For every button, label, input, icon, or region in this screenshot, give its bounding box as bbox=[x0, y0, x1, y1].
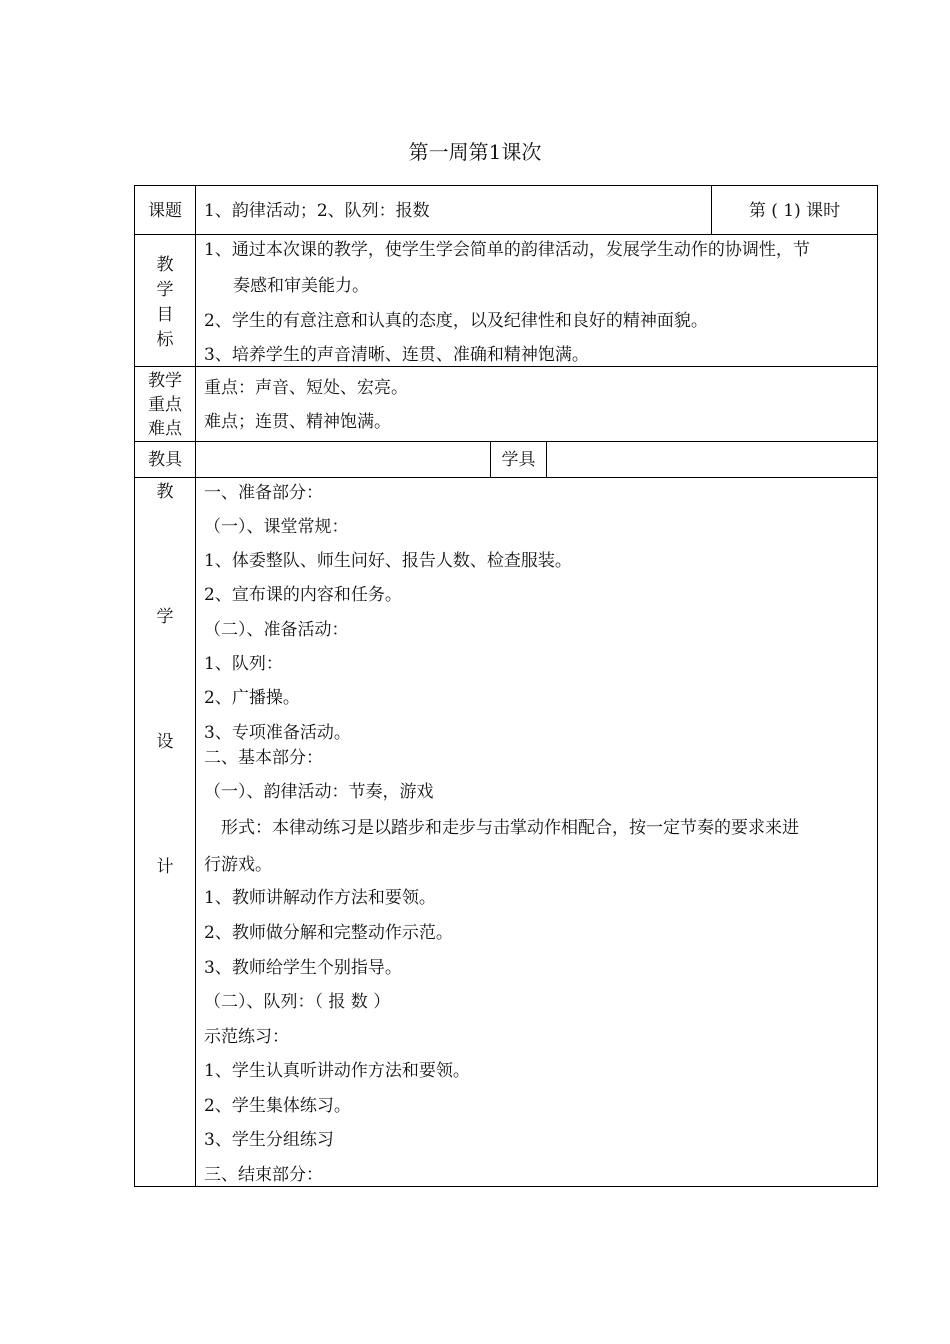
table-label-column-divider bbox=[195, 185, 196, 1187]
table-border-right bbox=[877, 185, 878, 1187]
design-line: 形式：本律动练习是以踏步和走步与击掌动作相配合，按一定节奏的要求来进 bbox=[221, 818, 799, 838]
design-line: 2、广播操。 bbox=[204, 688, 300, 708]
learning-tools-label: 学具 bbox=[501, 450, 536, 470]
goals-line: 2、学生的有意注意和认真的态度，以及纪律性和良好的精神面貌。 bbox=[204, 311, 708, 331]
design-line: （二）、队列：（ 报 数 ） bbox=[204, 992, 391, 1012]
table-row-divider bbox=[134, 366, 878, 367]
design-line: 2、学生集体练习。 bbox=[204, 1096, 351, 1116]
design-line: 2、教师做分解和完整动作示范。 bbox=[204, 923, 453, 943]
period-label: 第 ( 1) 课时 bbox=[748, 201, 841, 221]
design-line: 1、学生认真听讲动作方法和要领。 bbox=[204, 1061, 470, 1081]
table-border-top bbox=[134, 185, 878, 186]
table-row-divider bbox=[134, 477, 878, 478]
design-line: 3、教师给学生个别指导。 bbox=[204, 958, 402, 978]
table-row-divider bbox=[134, 441, 878, 442]
design-label-char: 教 bbox=[156, 482, 174, 502]
design-line: 1、队列： bbox=[204, 654, 283, 674]
topic-value: 1、韵律活动；2、队列：报数 bbox=[204, 201, 430, 221]
goals-label-char: 目 bbox=[156, 305, 174, 325]
design-line: （二）、准备活动： bbox=[204, 620, 349, 640]
teaching-tools-label: 教具 bbox=[148, 450, 182, 470]
table-border-bottom bbox=[134, 1186, 878, 1187]
goals-label-char: 学 bbox=[156, 280, 174, 300]
goals-line: 1、通过本次课的教学，使学生学会简单的韵律活动，发展学生动作的协调性，节 bbox=[204, 240, 810, 260]
design-line: 3、专项准备活动。 bbox=[204, 723, 351, 743]
design-line: 2、宣布课的内容和任务。 bbox=[204, 585, 402, 605]
design-line: 示范练习： bbox=[204, 1027, 289, 1047]
keypoints-label-line: 教学 bbox=[148, 371, 182, 391]
goals-label-char: 标 bbox=[156, 330, 174, 350]
design-label-char: 设 bbox=[156, 732, 174, 752]
design-line: （一）、课堂常规： bbox=[204, 517, 349, 537]
goals-line: 奏感和审美能力。 bbox=[233, 276, 369, 296]
design-line: 二、基本部分： bbox=[204, 748, 323, 768]
topic-label: 课题 bbox=[148, 201, 182, 221]
table-row-divider bbox=[134, 234, 878, 235]
design-line: 一、准备部分： bbox=[204, 483, 323, 503]
difficult-point-line: 难点；连贯、精神饱满。 bbox=[204, 412, 391, 432]
goals-label-char: 教 bbox=[156, 255, 174, 275]
design-line: 1、教师讲解动作方法和要领。 bbox=[204, 888, 436, 908]
design-line: 3、学生分组练习 bbox=[204, 1130, 334, 1150]
keypoints-label-line: 难点 bbox=[148, 419, 182, 439]
design-line: 1、体委整队、师生问好、报告人数、检查服装。 bbox=[204, 551, 572, 571]
keypoints-label-line: 重点 bbox=[148, 395, 182, 415]
page-title: 第一周第1课次 bbox=[408, 140, 542, 164]
goals-line: 3、培养学生的声音清晰、连贯、准确和精神饱满。 bbox=[204, 345, 589, 365]
design-line: 三、结束部分： bbox=[204, 1165, 323, 1185]
design-label-char: 学 bbox=[156, 607, 174, 627]
tools-divider-right bbox=[546, 441, 547, 478]
key-point-line: 重点：声音、短处、宏亮。 bbox=[204, 378, 408, 398]
design-line: （一）、韵律活动：节奏，游戏 bbox=[204, 782, 434, 802]
design-label-char: 计 bbox=[156, 857, 174, 877]
design-line: 行游戏。 bbox=[204, 855, 272, 875]
